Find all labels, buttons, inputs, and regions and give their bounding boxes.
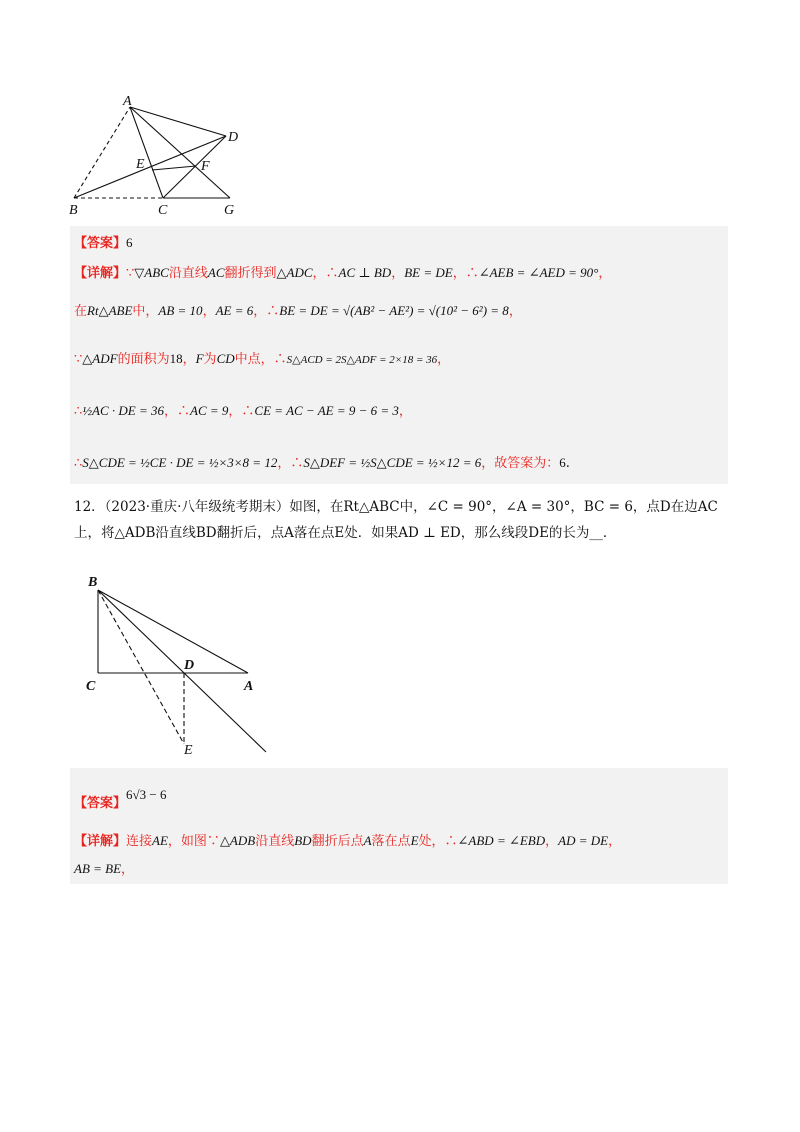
solution-block-2 [70,768,728,884]
label-g: G [224,203,235,218]
label-e: E [136,157,145,172]
question-12 [74,494,734,546]
segment-bd-extended [98,590,266,752]
label-e: E [184,743,193,758]
label-a: A [244,679,254,694]
label-a: A [123,94,132,109]
label-b: B [69,203,78,218]
explain-1-line-3: ∵△ADF的面积为18，F为CD中点，∴S△ACD = 2S△ADF = 2×18 = 36， [74,351,451,367]
segment-ba [98,590,248,673]
segment-ac [130,107,163,198]
segment-ag [130,107,230,198]
figure-2-geometry [80,568,280,758]
segment-ef [152,166,196,170]
explain-1-line-5: ∴S△CDE = ½CE · DE = ½×3×8 = 12，∴S△DEF = ½S△CDE = ½×12 = 6，故答案为：6. [74,455,570,471]
question-12-line-2: 上，将△ADB沿直线BD翻折后，点A落在点E处．如果AD ⊥ ED，那么线段DE的长为__． [74,525,617,541]
explain-1-line-1: 【详解】∵▽ABC沿直线AC翻折得到△ADC，∴AC ⊥ BD，BE = DE，∴∠AEB = ∠AED = 90°， [74,265,612,281]
label-b: B [88,575,98,590]
label-c: C [86,679,96,694]
explain-2-line-1: 【详解】连接AE，如图∵△ADB沿直线BD翻折后点A落在点E处，∴∠ABD = ∠EBD，AD = DE， [74,833,622,849]
label-d: D [228,130,239,145]
label-c: C [158,203,168,218]
explain-2-line-2: AB = BE， [74,861,135,877]
solution-block-1 [70,226,728,484]
explain-1-line-4: ∴½AC · DE = 36，∴AC = 9，∴CE = AC − AE = 9 − 6 = 3， [74,403,412,419]
answer-1: 【答案】6 [74,235,133,251]
figure-1-geometry [60,90,260,220]
segment-be [98,590,184,744]
answer-2: 【答案】6√3 − 6 [74,787,167,811]
question-12-line-1: 12．（2023·重庆·八年级统考期末）如图，在Rt△ABC中，∠C = 90°，∠A = 30°，BC = 6，点D在边AC [74,499,718,515]
segment-ad [130,107,226,136]
label-f: F [201,159,210,174]
explain-1-line-2: 在Rt△ABE中，AB = 10，AE = 6，∴BE = DE = √(AB² − AE²) = √(10² − 6²) = 8， [74,303,522,319]
label-d: D [184,658,195,673]
segment-ba [74,107,130,198]
